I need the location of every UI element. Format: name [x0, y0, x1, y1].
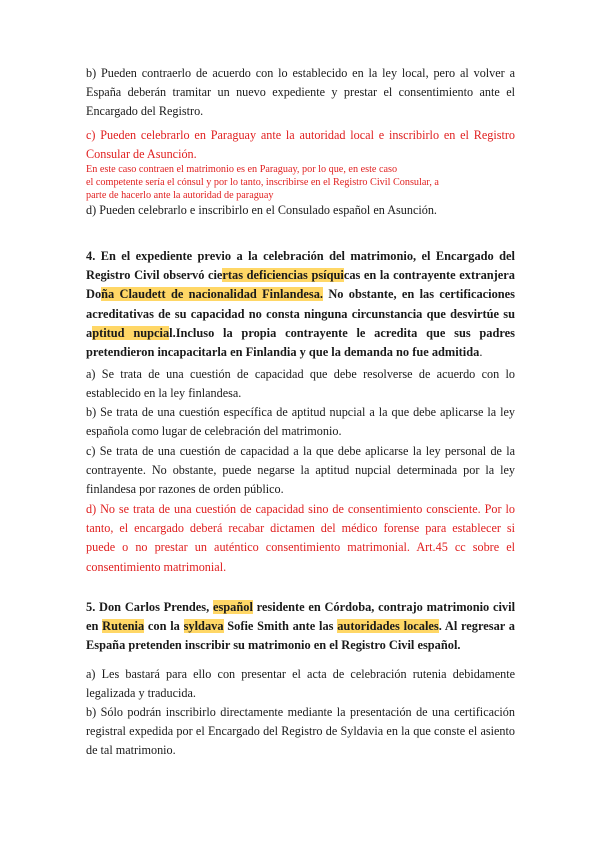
q4-text: l.Incluso la propia contrayente le acredita que sus padres pretendieron incapacitarla en Finlandia y que la demanda no fue admitida — [86, 325, 515, 360]
q5-text: . Al regresar a España pretenden inscribir su matrimonio en el Registro Civil español. — [86, 619, 515, 653]
q5-question — [86, 598, 515, 656]
q3-option-d: d) Pueden celebrarlo e inscribirlo en el Consulado español en Asunción. — [86, 203, 437, 217]
q4-text: cas en la contrayente extranjera Do — [86, 268, 515, 302]
q5-highlight: Rutenia — [102, 619, 145, 634]
q5-text: con la — [144, 619, 184, 634]
q3-option-c: c) Pueden celebrarlo en Paraguay ante la autoridad local e inscribirlo en el Registro Consular de Asunción. — [86, 128, 515, 162]
q5-highlight: syldava — [183, 619, 224, 634]
q4-option-b: b) Se trata de una cuestión específica de aptitud nupcial a la que debe aplicarse la ley española como lugar de celebración del matrimonio. — [86, 405, 515, 439]
q3-note — [86, 163, 515, 202]
q4-option-a: a) Se trata de una cuestión de capacidad que debe resolverse de acuerdo con lo establecido en la ley finlandesa. — [86, 367, 515, 401]
q4-option-c: c) Se trata de una cuestión de capacidad a la que debe aplicarse la ley personal de la contrayente. No obstante, puede negarse la aptitud nupcial determinada por la ley finlandesa por razones de orden público. — [86, 444, 515, 497]
q4-text: . — [479, 345, 483, 360]
q4-option-d: d) No se trata de una cuestión de capacidad sino de consentimiento consciente. Por lo tanto, el encargado deberá recabar dictamen del médico forense para establecer si puede o no prestar un auténtico consentimiento matrimonial. Art.45 cc sobre el consentimiento matrimonial. — [86, 502, 515, 574]
q4-question — [86, 247, 515, 362]
q3-note-line: el competente sería el cónsul y por lo tanto, inscribirse en el Registro Civil Consular, a — [86, 177, 439, 188]
q3-option-b: b) Pueden contraerlo de acuerdo con lo establecido en la ley local, pero al volver a España deberán tramitar un nuevo expediente y prestar el consentimiento ante el Encargado del Registro. — [86, 66, 515, 119]
q4-highlight: ptitud nupcia — [92, 325, 170, 340]
q5-option-b: b) Sólo podrán inscribirlo directamente mediante la presentación de una certificación registral expedida por el Encargado del Registro de Syldavia en la que conste el asiento de tal matrimonio. — [86, 705, 515, 758]
q5-text: Sofie Smith ante las — [223, 619, 338, 634]
q3-note-line: parte de hacerlo ante la autoridad de paraguay — [86, 190, 274, 201]
q4-text: 4. En el expediente previo a la celebración del matrimonio, el Encargado del Registro Civil observó cie — [86, 249, 515, 283]
q5-highlight: autoridades locales — [337, 619, 439, 634]
q4-text: No obstante, en las certificaciones acreditativas de su capacidad no consta ninguna circunstancia que desvirtúe su a — [86, 287, 515, 340]
q5-highlight: español — [212, 600, 253, 614]
q4-highlight: ña Claudett de nacionalidad Finlandesa. — [101, 287, 324, 302]
q5-text: residente en Córdoba, contrajo matrimonio civil en — [86, 600, 516, 634]
q3-note-line: En este caso contraen el matrimonio es en Paraguay, por lo que, en este caso — [86, 164, 398, 175]
q4-highlight: rtas deficiencias psíqui — [222, 268, 344, 283]
q5-text: 5. Don Carlos Prendes, — [86, 600, 213, 614]
q5-option-a: a) Les bastará para ello con presentar el acta de celebración rutenia debidamente legalizada y traducida. — [86, 667, 515, 701]
